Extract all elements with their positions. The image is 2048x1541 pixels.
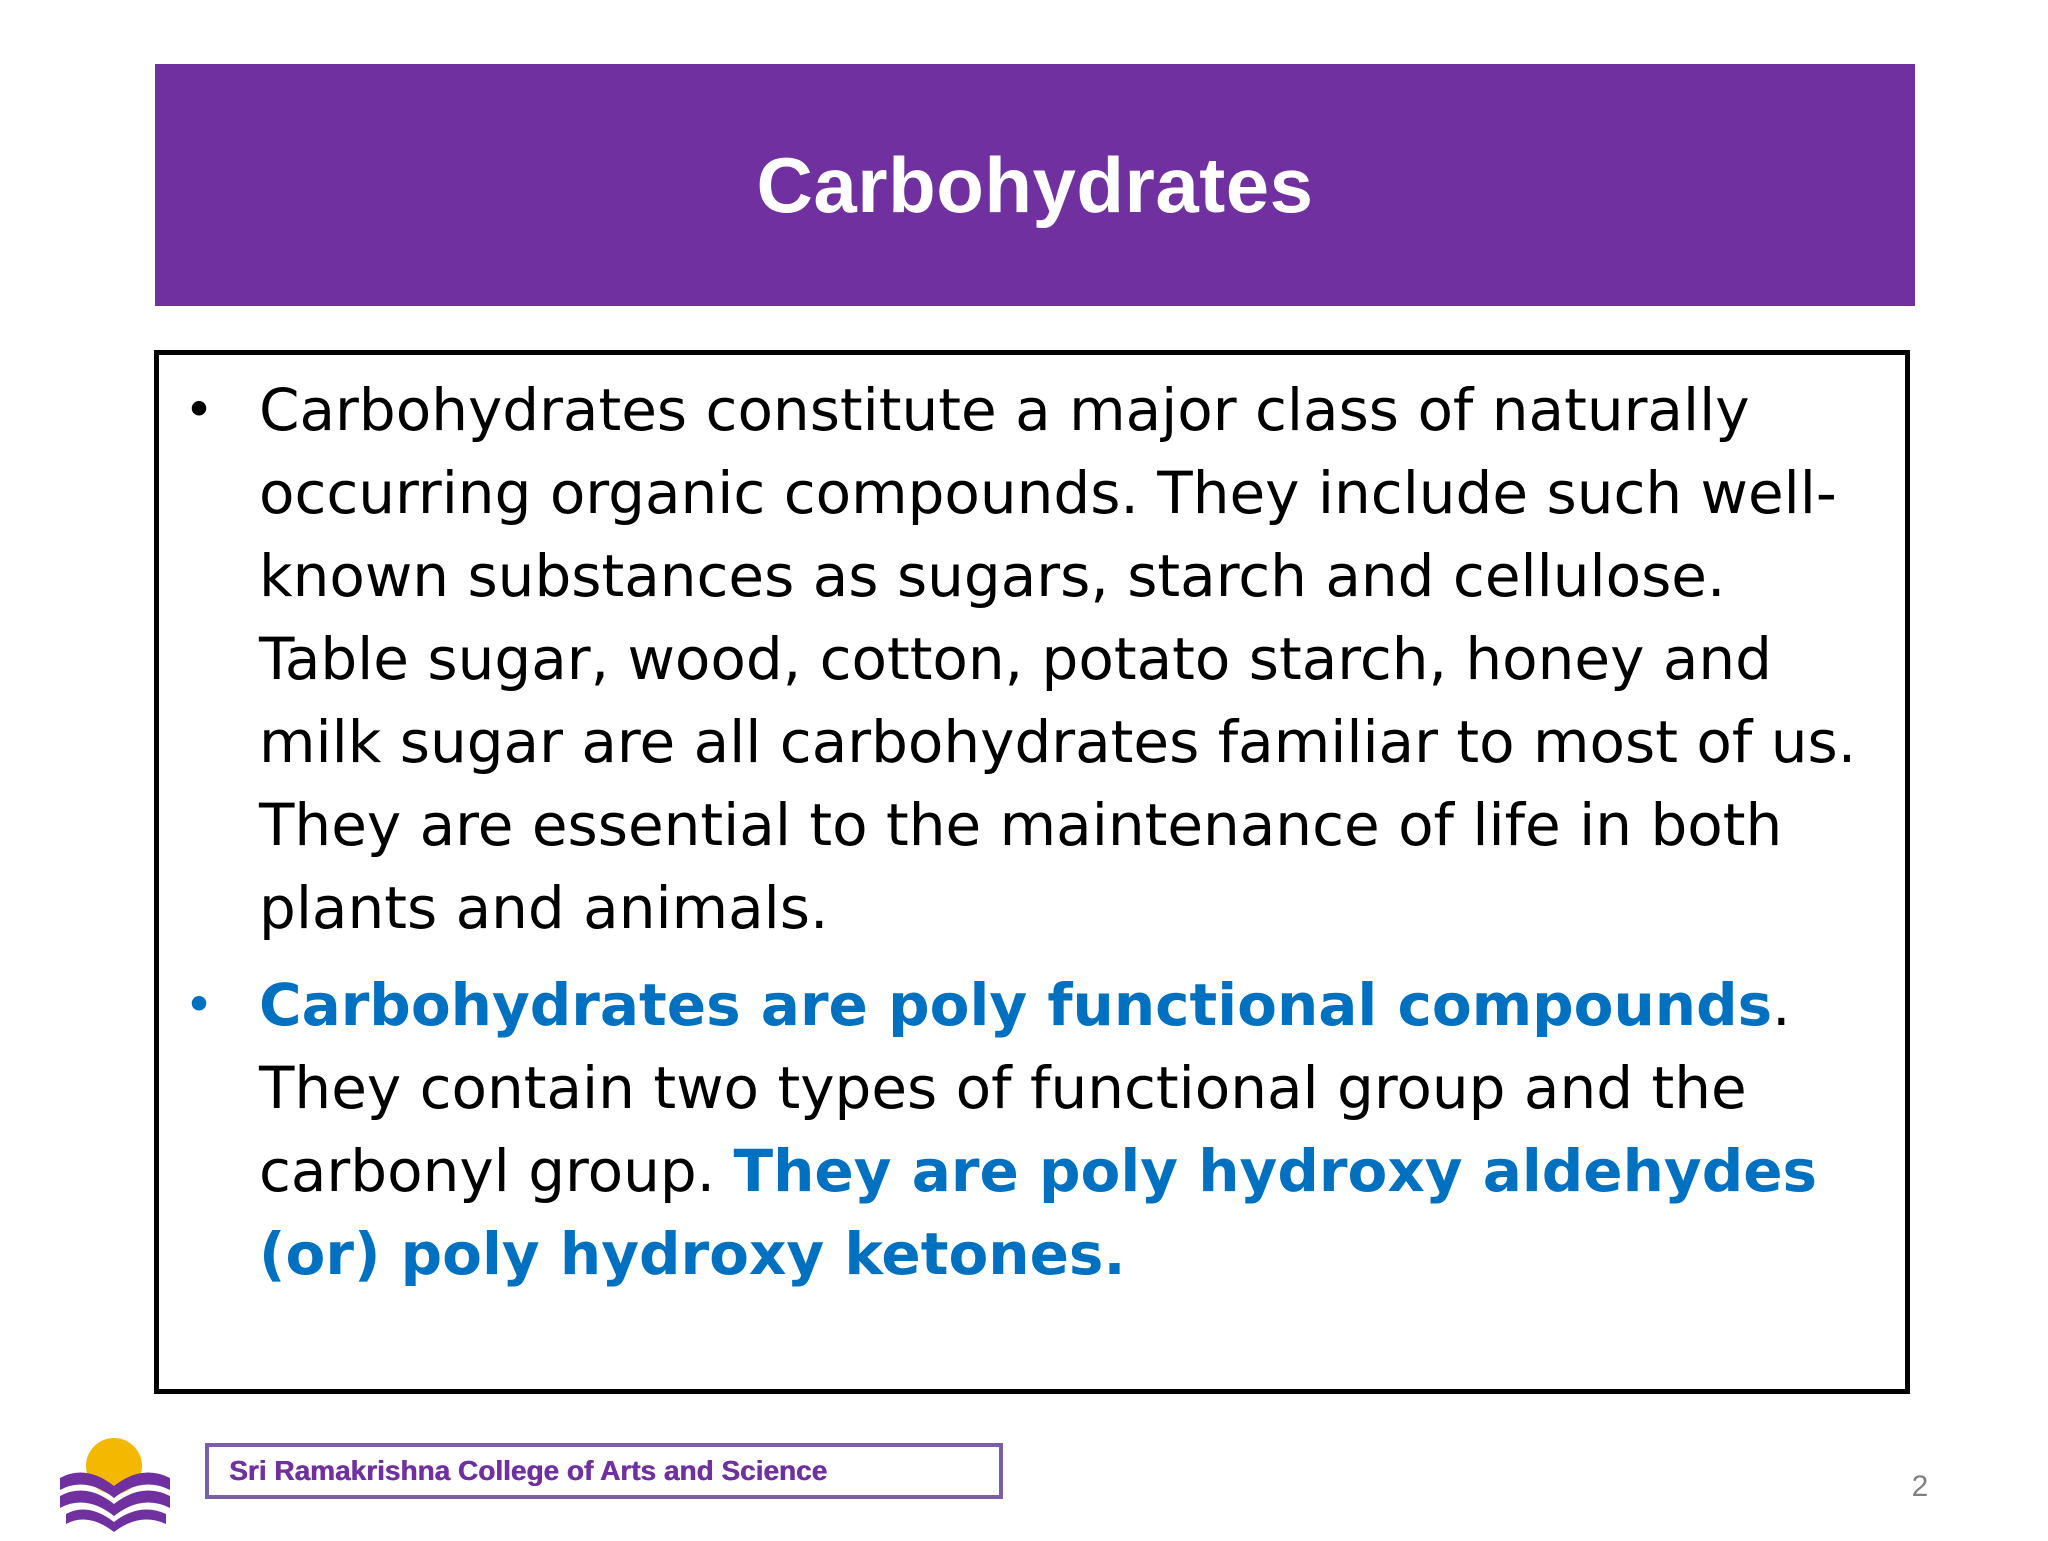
college-name-box (205, 1443, 1003, 1499)
highlight-poly-hydroxy: They are poly hydroxy aldehydes (or) poly hydroxy ketones. (259, 1137, 1818, 1288)
content-box (154, 350, 1910, 1394)
page-number: 2 (1911, 1470, 1929, 1503)
bullet-dot-icon: • (184, 381, 214, 439)
title-banner (155, 64, 1915, 306)
college-name: Sri Ramakrishna College of Arts and Science (229, 1455, 828, 1486)
bullet-text-definition: Carbohydrates constitute a major class of naturally occurring organic compounds. They include such well-known substances as sugars, starch and cellulose. Table sugar, wood, cotton, potato starch, honey and milk sugar are all carbohydrates familiar to most of us. They are essential to the maintenance of life in both plants and animals. (259, 376, 1857, 942)
highlight-poly-functional: Carbohydrates are poly functional compounds (259, 971, 1773, 1039)
bullet-list (159, 369, 1905, 1296)
slide-title: Carbohydrates (756, 140, 1314, 229)
bullet-item-definition (159, 369, 1905, 950)
bullet-text-functional-groups: . They contain two types of functional group and the carbonyl group. (259, 971, 1791, 1205)
bullet-item-functional-groups (159, 964, 1905, 1296)
bullet-dot-icon: • (184, 976, 214, 1034)
open-book-sun-logo-icon (56, 1424, 176, 1536)
